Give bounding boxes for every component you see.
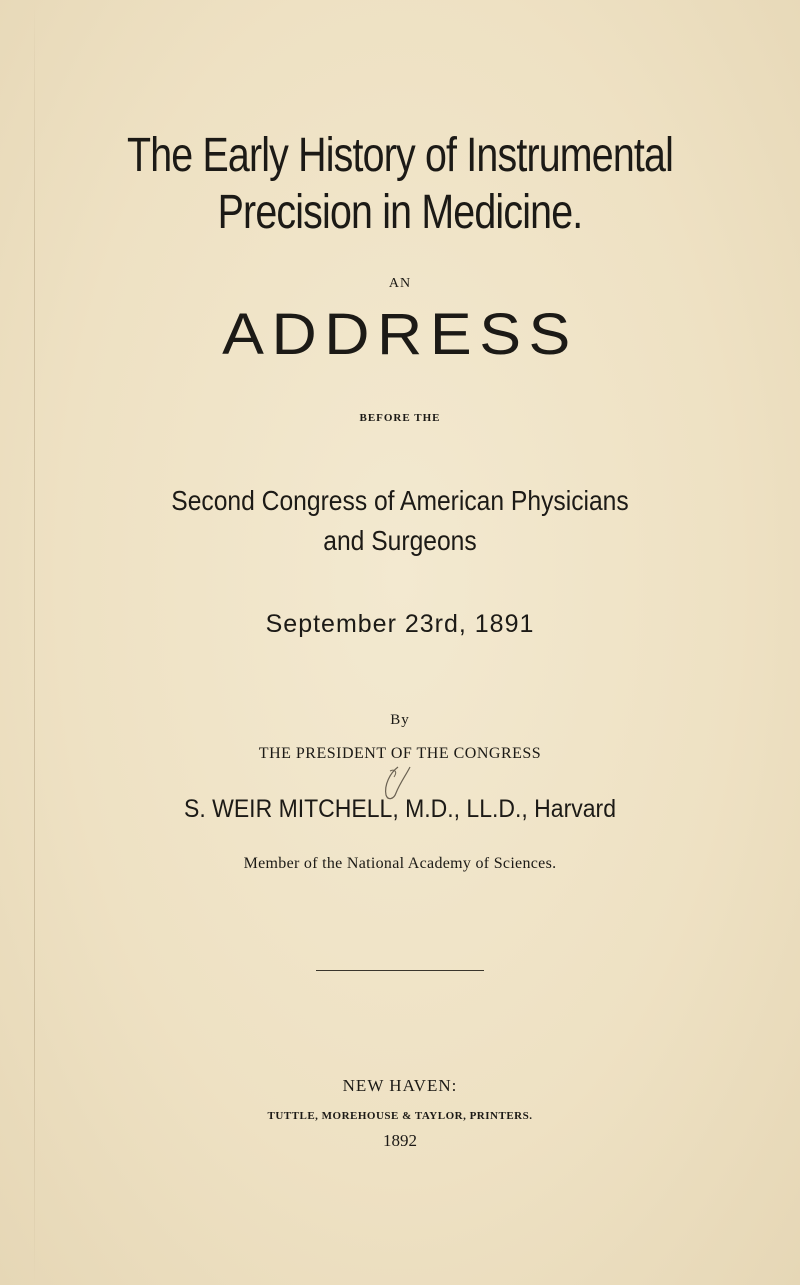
author-affiliation: Member of the National Academy of Sciences. — [243, 855, 557, 872]
address-heading: ADDRESS — [222, 302, 578, 367]
address-date: September 23rd, 1891 — [265, 610, 535, 638]
before-the-label: BEFORE THE — [359, 412, 441, 424]
book-title-line-1: The Early History of Instrumental — [126, 129, 674, 182]
by-label: By — [390, 712, 410, 728]
congress-name-line-2: and Surgeons — [323, 525, 477, 556]
imprint-place: NEW HAVEN: — [342, 1076, 458, 1095]
imprint-year: 1892 — [383, 1131, 417, 1150]
president-title: THE PRESIDENT OF THE CONGRESS — [258, 745, 542, 762]
congress-name-line-1: Second Congress of American Physicians — [171, 485, 629, 516]
author-name: S. WEIR MITCHELL, M.D., LL.D., Harvard — [184, 795, 616, 823]
book-title-line-2: Precision in Medicine. — [217, 186, 583, 239]
divider-rule — [316, 970, 484, 971]
an-label: AN — [388, 276, 412, 291]
imprint-printers: TUTTLE, MOREHOUSE & TAYLOR, PRINTERS. — [267, 1110, 533, 1122]
